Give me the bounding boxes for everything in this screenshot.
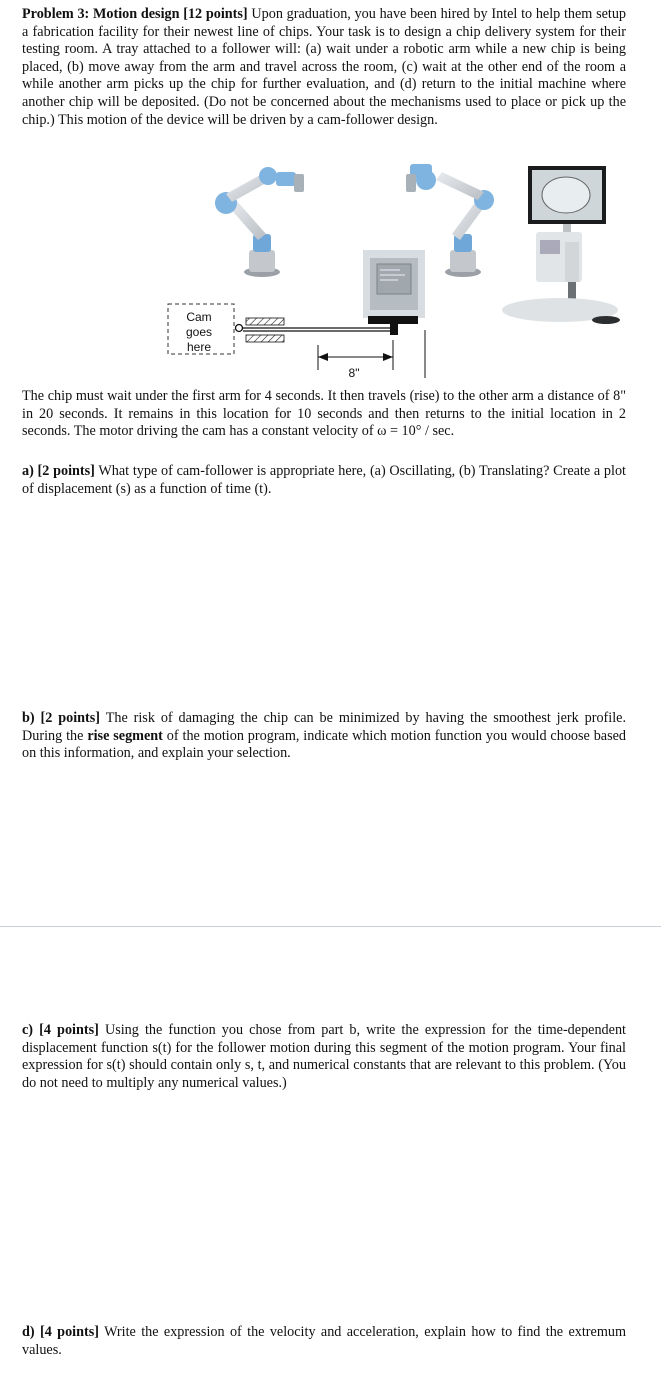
problem-points: [12 points]: [183, 6, 248, 22]
cam-label-line2: goes: [185, 325, 213, 339]
question-a: [22, 463, 626, 498]
page-divider: [0, 926, 661, 927]
question-b: [22, 710, 626, 763]
question-b-text-1: The risk of damaging the chip can be minimized by having the smoothest jerk profile. During the: [22, 710, 626, 744]
follower-assembly: [236, 316, 419, 342]
question-d-text: Write the expression of the velocity and acceleration, explain how to find the extremum values.: [22, 1324, 626, 1358]
cam-label-line3: here: [186, 340, 212, 354]
cam-label-line1: Cam: [186, 310, 212, 324]
question-b-label: b) [2 points]: [22, 710, 101, 726]
problem-intro: Upon graduation, you have been hired by Intel to help them setup a fabrication facility for their newest line of chips. Your task is to design a chip delivery system for their testing room. A tray attached to a follower will: (a) wait under a robotic arm while a new chip is being placed, (b) move away from the arm and travel across the room, (c) wait at the other end of the room a while another arm picks up the chip for further evaluation, and (d) return to the initial machine where another chip will be deposited. (Do not be concerned about the mechanisms used to place or pick up the chip.) This motion of the device will be driven by a cam-follower design.: [22, 6, 627, 128]
question-b-text-2: of the motion program, indicate which motion function you would choose based on this information, and explain your selection.: [22, 727, 627, 762]
chip-delivery-figure: [0, 150, 661, 380]
question-a-text: What type of cam-follower is appropriate here, (a) Oscillating, (b) Translating? Create a plot of displacement (s) as a function of time (t).: [22, 463, 626, 497]
robot-arm-left: [215, 167, 304, 277]
question-a-label: a) [2 points]: [22, 463, 95, 479]
question-c: [22, 1022, 626, 1092]
question-c-text: Using the function you chose from part b, write the expression for the time-dependent displacement function s(t) for the follower motion during this segment of the motion program. Your final expression for s(t) should contain only s, t, and numerical constants that are relevant to this problem. (You do not need to multiply any numerical values.): [22, 1022, 626, 1091]
distance-label: 8": [348, 366, 360, 380]
problem-statement: [22, 6, 626, 129]
question-c-label: c) [4 points]: [22, 1022, 99, 1038]
problem-title: Problem 3: Motion design: [22, 6, 180, 22]
motion-description: The chip must wait under the first arm for 4 seconds. It then travels (rise) to the other arm a distance of 8" in 20 seconds. It remains in this location for 10 seconds and then returns to the initial location in 2 seconds. The motor driving the cam has a constant velocity of ω = 10° / sec.: [22, 388, 626, 440]
microscope-image: [502, 166, 620, 324]
distance-dimension: [318, 330, 425, 378]
chip-image: [363, 250, 425, 318]
question-b-emphasis: rise segment: [87, 727, 163, 744]
question-d: [22, 1324, 626, 1359]
question-d-label: d) [4 points]: [22, 1324, 99, 1340]
